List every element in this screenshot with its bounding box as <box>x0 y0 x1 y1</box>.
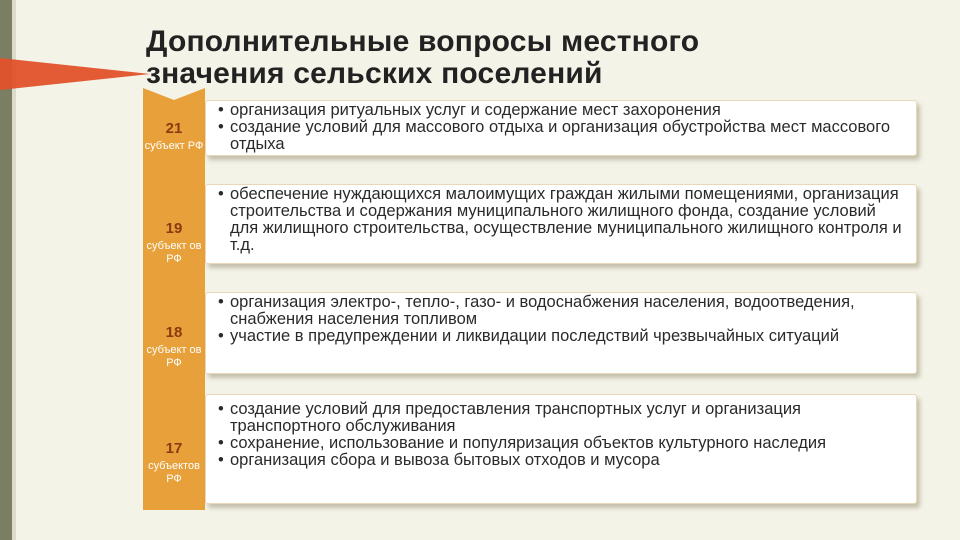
group-1-box <box>205 100 917 156</box>
bullet-list <box>206 102 916 153</box>
bullet-list <box>206 401 916 469</box>
slide-title <box>146 26 866 90</box>
list-item: • участие в предупреждении и ликвидации последствий чрезвычайных ситуаций <box>218 328 906 345</box>
bullet-list <box>206 186 916 254</box>
title-line-1: Дополнительные вопросы местного <box>146 25 700 58</box>
group-count: 17 <box>165 440 183 457</box>
group-count: 21 <box>165 120 183 137</box>
chevron-group-4 <box>143 380 205 510</box>
group-label: субъект ов РФ <box>146 240 202 265</box>
group-label: субъект ов РФ <box>146 344 202 369</box>
list-item: • сохранение, использование и популяризация объектов культурного наследия <box>218 435 906 452</box>
group-count: 18 <box>165 324 183 341</box>
group-count: 19 <box>165 220 183 237</box>
bullet-list <box>206 294 916 345</box>
chevron-group-3 <box>143 276 205 396</box>
group-label: субъектов РФ <box>148 460 200 485</box>
list-item: • организация электро-, тепло-, газо- и водоснабжения населения, водоотведения, снабжения населения топливом <box>218 294 906 328</box>
group-label: субъект РФ <box>144 140 204 152</box>
list-item: • создание условий для предоставления транспортных услуг и организация транспортного обслуживания <box>218 401 906 435</box>
title-line-2: значения сельских поселений <box>146 57 603 90</box>
list-item: • организация сбора и вывоза бытовых отходов и мусора <box>218 452 906 469</box>
chevron-group-2 <box>143 166 205 294</box>
accent-wedge <box>0 58 150 90</box>
list-item: • создание условий для массового отдыха и организация обустройства мест массового отдыха <box>218 119 906 153</box>
group-2-box <box>205 184 917 264</box>
list-item: • обеспечение нуждающихся малоимущих граждан жилыми помещениями, организация строительства и содержания муниципального жилищного фонда, создание условий для жилищного строительства, осуществление муниципального жилищного контроля и т.д. <box>218 186 906 254</box>
list-item: • организация ритуальных услуг и содержание мест захоронения <box>218 102 906 119</box>
group-4-box <box>205 394 917 504</box>
group-3-box <box>205 292 917 374</box>
